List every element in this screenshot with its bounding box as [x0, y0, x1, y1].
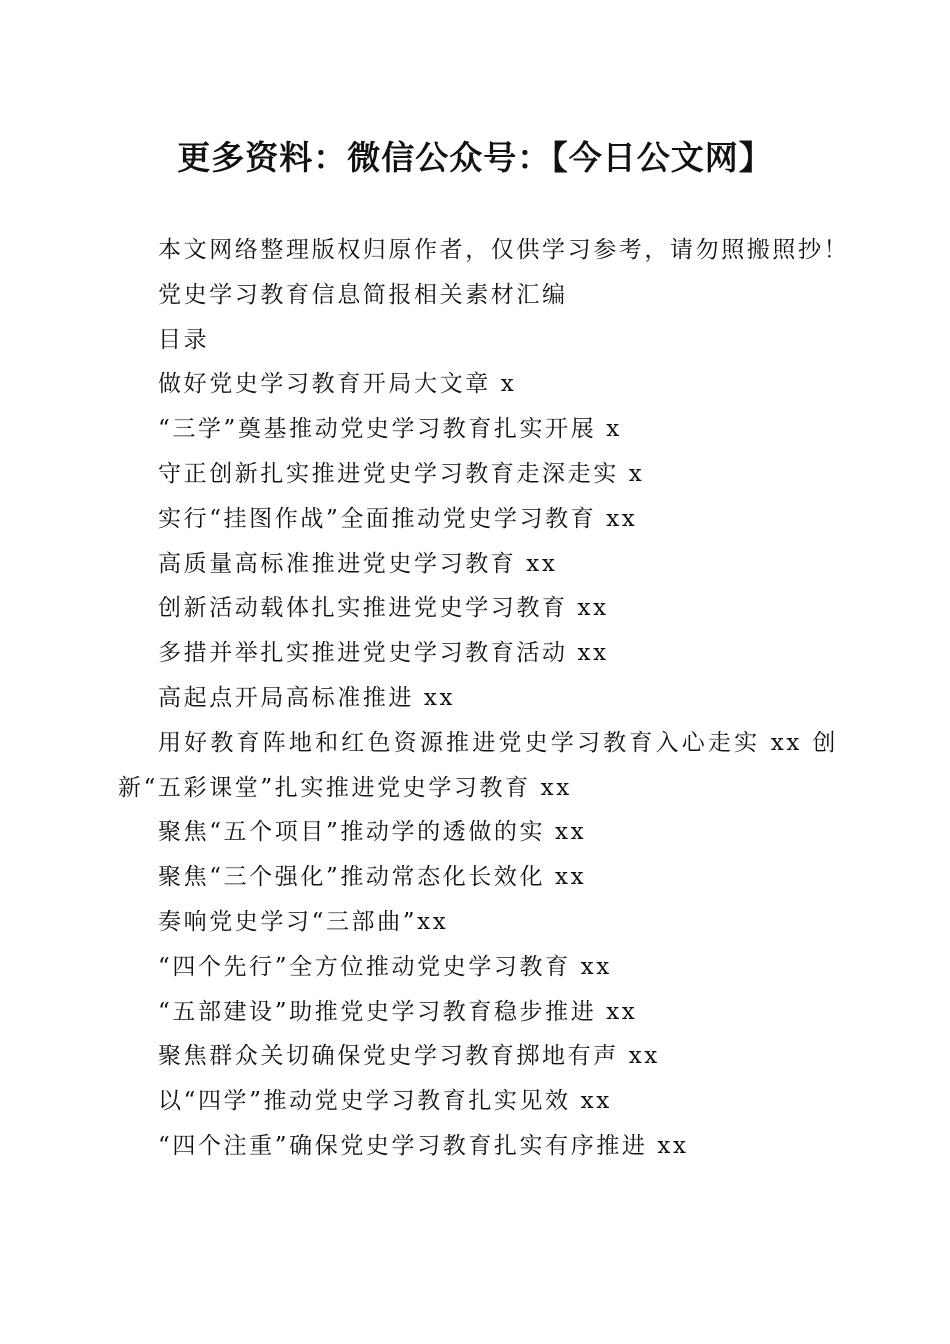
toc-item: “五部建设”助推党史学习教育稳步推进 xx: [158, 998, 638, 1025]
toc-item: 聚焦“五个项目”推动学的透做的实 xx: [158, 819, 587, 846]
toc-item: 以“四学”推动党史学习教育扎实见效 xx: [158, 1088, 612, 1115]
toc-item-wrapped: 用好教育阵地和红色资源推进党史学习教育入心走实 xx 创新“五彩课堂”扎实推进党史学习教育 xx: [118, 729, 838, 801]
toc-item: 高起点开局高标准推进 xx: [158, 684, 456, 711]
toc-item: 做好党史学习教育开局大文章 x: [158, 371, 517, 398]
toc-item: “四个先行”全方位推动党史学习教育 xx: [158, 953, 612, 980]
toc-heading: 目录: [158, 326, 210, 353]
toc-item: 守正创新扎实推进党史学习教育走深走实 x: [158, 460, 645, 487]
toc-item: 聚焦群众关切确保党史学习教育掷地有声 xx: [158, 1043, 660, 1070]
document-title: 党史学习教育信息简报相关素材汇编: [158, 281, 568, 308]
toc-item: “四个注重”确保党史学习教育扎实有序推进 xx: [158, 1132, 689, 1159]
document-body: [118, 228, 850, 1169]
toc-item: “三学”奠基推动党史学习教育扎实开展 x: [158, 416, 622, 443]
toc-item: 实行“挂图作战”全面推动党史学习教育 xx: [158, 505, 638, 532]
toc-item: 多措并举扎实推进党史学习教育活动 xx: [158, 640, 609, 667]
toc-item: 奏响党史学习“三部曲”xx: [158, 908, 449, 935]
copyright-notice: 本文网络整理版权归原作者，仅供学习参考，请勿照搬照抄！: [158, 237, 850, 263]
toc-item: 聚焦“三个强化”推动常态化长效化 xx: [158, 864, 587, 891]
toc-item: 高质量高标准推进党史学习教育 xx: [158, 550, 558, 577]
page-title: 更多资料：微信公众号：【今日公文网】: [177, 138, 773, 177]
toc-item: 创新活动载体扎实推进党史学习教育 xx: [158, 595, 609, 622]
